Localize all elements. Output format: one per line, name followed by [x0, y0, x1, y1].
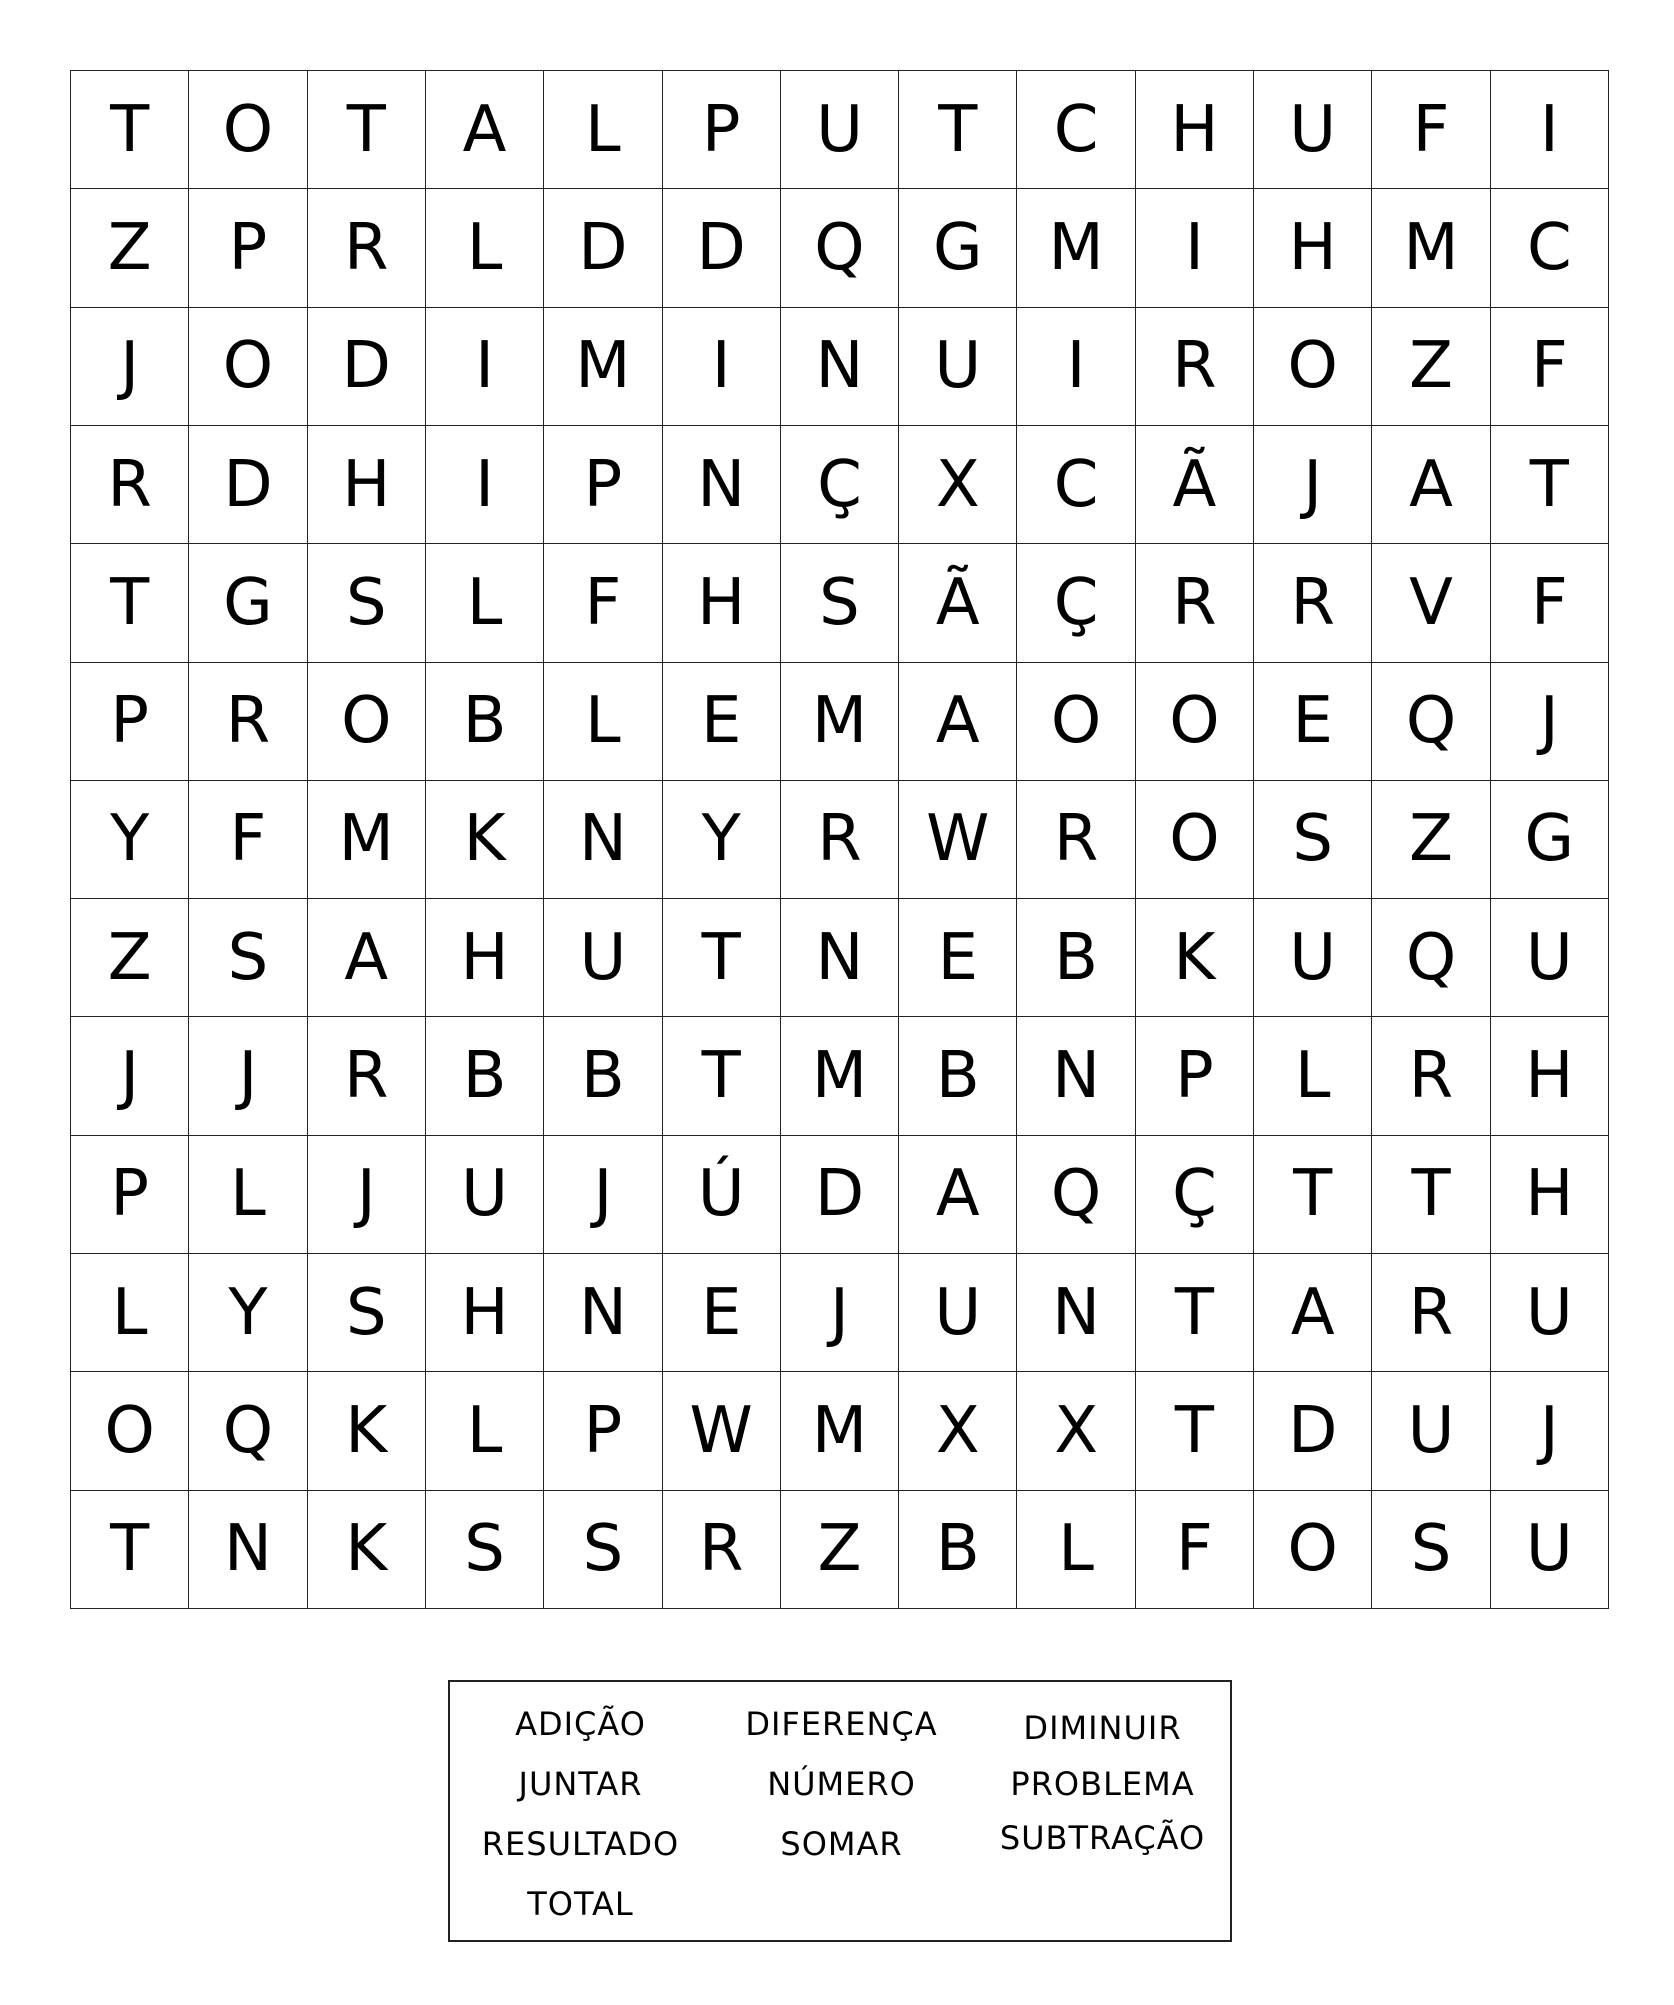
word-item: NÚMERO — [767, 1765, 916, 1803]
grid-cell[interactable]: L — [544, 71, 662, 189]
grid-cell[interactable]: X — [899, 1372, 1017, 1490]
grid-cell[interactable]: Q — [1372, 663, 1490, 781]
grid-cell[interactable]: I — [1491, 71, 1609, 189]
grid-cell[interactable]: T — [899, 71, 1017, 189]
grid-cell[interactable]: R — [308, 1017, 426, 1135]
grid-cell[interactable]: A — [899, 663, 1017, 781]
grid-cell[interactable]: U — [1254, 899, 1372, 1017]
grid-cell[interactable]: G — [189, 544, 307, 662]
grid-cell[interactable]: T — [1136, 1254, 1254, 1372]
grid-cell[interactable]: E — [899, 899, 1017, 1017]
grid-cell[interactable]: L — [426, 1372, 544, 1490]
grid-cell[interactable]: N — [781, 308, 899, 426]
grid-cell[interactable]: G — [1491, 781, 1609, 899]
grid-cell[interactable]: H — [1491, 1017, 1609, 1135]
grid-cell[interactable]: O — [71, 1372, 189, 1490]
grid-cell[interactable]: N — [781, 899, 899, 1017]
grid-cell[interactable]: S — [544, 1491, 662, 1609]
grid-cell[interactable]: B — [899, 1491, 1017, 1609]
grid-cell[interactable]: Z — [71, 189, 189, 307]
grid-cell[interactable]: M — [781, 1372, 899, 1490]
grid-cell[interactable]: U — [1491, 899, 1609, 1017]
grid-cell[interactable]: C — [1017, 426, 1135, 544]
grid-cell[interactable]: B — [1017, 899, 1135, 1017]
grid-cell[interactable]: W — [899, 781, 1017, 899]
grid-cell[interactable]: F — [189, 781, 307, 899]
grid-cell[interactable]: F — [1491, 308, 1609, 426]
grid-cell[interactable]: S — [426, 1491, 544, 1609]
grid-cell[interactable]: K — [1136, 899, 1254, 1017]
grid-cell[interactable]: I — [426, 426, 544, 544]
grid-cell[interactable]: T — [71, 1491, 189, 1609]
grid-cell[interactable]: X — [899, 426, 1017, 544]
grid-cell[interactable]: N — [189, 1491, 307, 1609]
grid-cell[interactable]: C — [1491, 189, 1609, 307]
grid-cell[interactable]: J — [781, 1254, 899, 1372]
grid-cell[interactable]: U — [1254, 71, 1372, 189]
grid-cell[interactable]: D — [544, 189, 662, 307]
grid-cell[interactable]: O — [1136, 663, 1254, 781]
grid-cell[interactable]: J — [1254, 426, 1372, 544]
grid-cell[interactable]: C — [1017, 71, 1135, 189]
grid-cell[interactable]: T — [308, 71, 426, 189]
grid-cell[interactable]: L — [426, 189, 544, 307]
grid-cell[interactable]: J — [1491, 1372, 1609, 1490]
grid-cell[interactable]: M — [781, 663, 899, 781]
grid-cell[interactable]: Z — [71, 899, 189, 1017]
grid-cell[interactable]: L — [426, 544, 544, 662]
grid-cell[interactable]: I — [426, 308, 544, 426]
grid-cell[interactable]: T — [663, 899, 781, 1017]
grid-cell[interactable]: F — [544, 544, 662, 662]
grid-cell[interactable]: T — [71, 71, 189, 189]
grid-cell[interactable]: Q — [189, 1372, 307, 1490]
grid-cell[interactable]: G — [899, 189, 1017, 307]
grid-cell[interactable]: M — [1017, 189, 1135, 307]
word-search-grid — [70, 70, 1609, 1609]
word-item: TOTAL — [527, 1885, 634, 1923]
grid-cell[interactable]: L — [1017, 1491, 1135, 1609]
word-item: DIMINUIR — [1023, 1709, 1182, 1747]
grid-cell[interactable]: S — [781, 544, 899, 662]
grid-cell[interactable]: F — [1136, 1491, 1254, 1609]
grid-cell[interactable]: B — [426, 1017, 544, 1135]
grid-cell[interactable]: U — [1372, 1372, 1490, 1490]
grid-cell[interactable]: L — [544, 663, 662, 781]
grid-cell[interactable]: A — [308, 899, 426, 1017]
grid-cell[interactable]: I — [1017, 308, 1135, 426]
grid-cell[interactable]: L — [189, 1136, 307, 1254]
grid-cell[interactable]: H — [1491, 1136, 1609, 1254]
grid-cell[interactable]: L — [1254, 1017, 1372, 1135]
grid-cell[interactable]: R — [308, 189, 426, 307]
grid-cell[interactable]: I — [1136, 189, 1254, 307]
grid-cell[interactable]: D — [1254, 1372, 1372, 1490]
grid-cell[interactable]: R — [1136, 308, 1254, 426]
word-item: SUBTRAÇÃO — [999, 1819, 1206, 1857]
grid-cell[interactable]: K — [308, 1372, 426, 1490]
grid-cell[interactable]: D — [781, 1136, 899, 1254]
grid-cell[interactable]: O — [189, 308, 307, 426]
grid-cell[interactable]: H — [1254, 189, 1372, 307]
grid-cell[interactable]: P — [544, 1372, 662, 1490]
grid-cell[interactable]: H — [308, 426, 426, 544]
grid-cell[interactable]: R — [1017, 781, 1135, 899]
word-item: JUNTAR — [518, 1765, 643, 1803]
grid-cell[interactable]: A — [426, 71, 544, 189]
grid-cell[interactable]: T — [663, 1017, 781, 1135]
grid-cell[interactable]: O — [308, 663, 426, 781]
grid-cell[interactable]: Ã — [899, 544, 1017, 662]
word-item: SOMAR — [780, 1825, 903, 1863]
grid-cell[interactable]: P — [189, 189, 307, 307]
grid-cell[interactable]: Z — [781, 1491, 899, 1609]
grid-cell[interactable]: N — [1017, 1017, 1135, 1135]
grid-cell[interactable]: R — [1372, 1017, 1490, 1135]
grid-cell[interactable]: H — [1136, 71, 1254, 189]
grid-cell[interactable]: R — [1136, 544, 1254, 662]
grid-cell[interactable]: T — [71, 544, 189, 662]
word-item: PROBLEMA — [1010, 1765, 1195, 1803]
grid-cell[interactable]: Z — [1372, 781, 1490, 899]
grid-cell[interactable]: S — [308, 544, 426, 662]
grid-cell[interactable]: K — [426, 781, 544, 899]
word-bank-column-3 — [972, 1682, 1233, 1940]
word-item: RESULTADO — [481, 1825, 680, 1863]
word-item: DIFERENÇA — [745, 1705, 938, 1743]
grid-cell[interactable]: Q — [1372, 899, 1490, 1017]
grid-cell[interactable]: Ç — [781, 426, 899, 544]
grid-cell[interactable]: N — [544, 1254, 662, 1372]
grid-cell[interactable]: H — [426, 1254, 544, 1372]
grid-cell[interactable]: U — [426, 1136, 544, 1254]
grid-cell[interactable]: B — [544, 1017, 662, 1135]
grid-cell[interactable]: A — [1254, 1254, 1372, 1372]
grid-cell[interactable]: O — [1017, 663, 1135, 781]
grid-cell[interactable]: J — [71, 1017, 189, 1135]
grid-cell[interactable]: T — [1254, 1136, 1372, 1254]
word-bank — [448, 1680, 1232, 1942]
grid-cell[interactable]: V — [1372, 544, 1490, 662]
grid-cell[interactable]: Y — [71, 781, 189, 899]
grid-cell[interactable]: U — [1491, 1491, 1609, 1609]
grid-cell[interactable]: T — [1491, 426, 1609, 544]
grid-cell[interactable]: O — [1136, 781, 1254, 899]
grid-cell[interactable]: J — [71, 308, 189, 426]
grid-cell[interactable]: Y — [663, 781, 781, 899]
grid-cell[interactable]: O — [1254, 1491, 1372, 1609]
grid-cell[interactable]: T — [1372, 1136, 1490, 1254]
grid-cell[interactable]: I — [663, 308, 781, 426]
grid-cell[interactable]: J — [1491, 663, 1609, 781]
grid-cell[interactable]: M — [544, 308, 662, 426]
grid-cell[interactable]: E — [663, 663, 781, 781]
grid-cell[interactable]: N — [1017, 1254, 1135, 1372]
grid-cell[interactable]: E — [1254, 663, 1372, 781]
grid-cell[interactable]: P — [1136, 1017, 1254, 1135]
grid-cell[interactable]: Q — [781, 189, 899, 307]
grid-cell[interactable]: J — [544, 1136, 662, 1254]
grid-cell[interactable]: M — [781, 1017, 899, 1135]
grid-cell[interactable]: M — [1372, 189, 1490, 307]
word-bank-column-1 — [450, 1682, 711, 1940]
grid-cell[interactable]: P — [663, 71, 781, 189]
grid-cell[interactable]: P — [71, 663, 189, 781]
grid-cell[interactable]: R — [1254, 544, 1372, 662]
grid-cell[interactable]: R — [189, 663, 307, 781]
grid-cell[interactable]: Ã — [1136, 426, 1254, 544]
word-item: ADIÇÃO — [515, 1705, 646, 1743]
grid-cell[interactable]: R — [71, 426, 189, 544]
word-bank-column-2 — [711, 1682, 972, 1940]
grid-cell[interactable]: B — [899, 1017, 1017, 1135]
grid-cell[interactable]: S — [189, 899, 307, 1017]
grid-cell[interactable]: U — [544, 899, 662, 1017]
grid-cell[interactable]: M — [308, 781, 426, 899]
grid-cell[interactable]: J — [308, 1136, 426, 1254]
grid-cell[interactable]: Z — [1372, 308, 1490, 426]
grid-cell[interactable]: O — [1254, 308, 1372, 426]
grid-cell[interactable]: A — [899, 1136, 1017, 1254]
grid-cell[interactable]: R — [781, 781, 899, 899]
grid-cell[interactable]: Q — [1017, 1136, 1135, 1254]
grid-cell[interactable]: O — [189, 71, 307, 189]
grid-cell[interactable]: R — [1372, 1254, 1490, 1372]
grid-cell[interactable]: R — [663, 1491, 781, 1609]
grid-cell[interactable]: Ç — [1017, 544, 1135, 662]
grid-cell[interactable]: D — [663, 189, 781, 307]
grid-cell[interactable]: S — [1372, 1491, 1490, 1609]
grid-cell[interactable]: U — [1491, 1254, 1609, 1372]
grid-cell[interactable]: Y — [189, 1254, 307, 1372]
grid-cell[interactable]: Ç — [1136, 1136, 1254, 1254]
grid-cell[interactable]: A — [1372, 426, 1490, 544]
grid-cell[interactable]: S — [1254, 781, 1372, 899]
grid-cell[interactable]: W — [663, 1372, 781, 1490]
grid-cell[interactable]: H — [426, 899, 544, 1017]
grid-cell[interactable]: Ú — [663, 1136, 781, 1254]
grid-cell[interactable]: N — [663, 426, 781, 544]
grid-cell[interactable]: U — [899, 308, 1017, 426]
grid-cell[interactable]: F — [1491, 544, 1609, 662]
grid-cell[interactable]: D — [308, 308, 426, 426]
grid-cell[interactable]: B — [426, 663, 544, 781]
grid-cell[interactable]: F — [1372, 71, 1490, 189]
grid-cell[interactable]: P — [544, 426, 662, 544]
grid-cell[interactable]: E — [663, 1254, 781, 1372]
grid-cell[interactable]: N — [544, 781, 662, 899]
grid-cell[interactable]: X — [1017, 1372, 1135, 1490]
grid-cell[interactable]: U — [899, 1254, 1017, 1372]
grid-cell[interactable]: D — [189, 426, 307, 544]
grid-cell[interactable]: S — [308, 1254, 426, 1372]
grid-cell[interactable]: P — [71, 1136, 189, 1254]
grid-cell[interactable]: U — [781, 71, 899, 189]
grid-cell[interactable]: K — [308, 1491, 426, 1609]
grid-cell[interactable]: J — [189, 1017, 307, 1135]
grid-cell[interactable]: T — [1136, 1372, 1254, 1490]
grid-cell[interactable]: L — [71, 1254, 189, 1372]
grid-cell[interactable]: H — [663, 544, 781, 662]
